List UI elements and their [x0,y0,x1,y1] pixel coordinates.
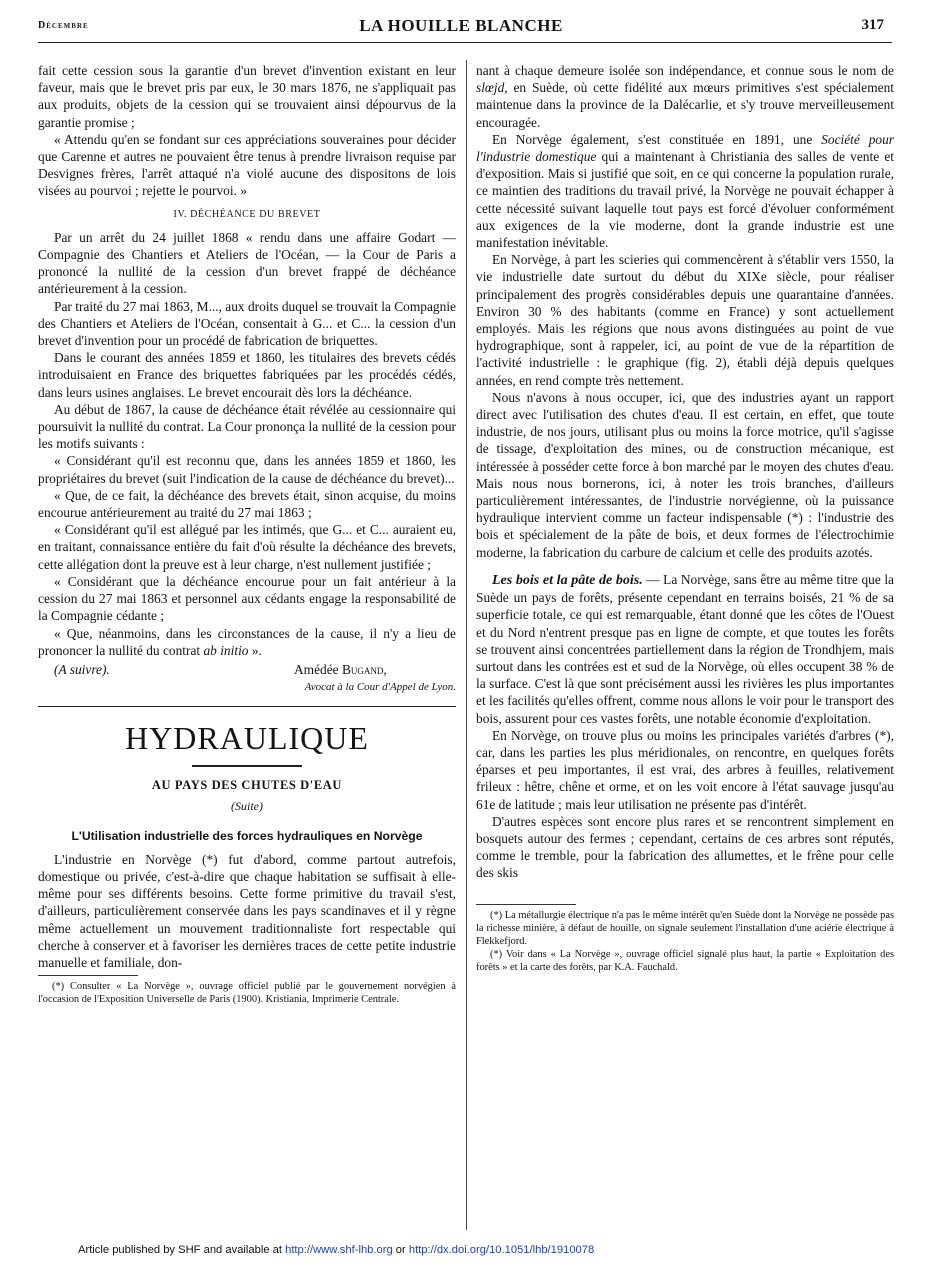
text-run: ». [248,642,262,658]
notice-middle: or [392,1244,409,1256]
text-run: « Que, néanmoins, dans les circonstances de la cause, il n'y a lieu de prononcer la nullité du contrat [38,625,456,658]
paragraph: En Norvège, on trouve plus ou moins les principales variétés d'arbres (*), car, dans les parties les plus méridionales, on rencontre, en quelques forêts éparses et peu importantes, il est vrai, des arbres à feuilles, relativement frileux : hêtre, chêne et orme, et on les voit encore à l'état sauvage jusqu'au 61e de latitude ; mais leur utilisation ne présente pas d'intérêt. [476,727,894,812]
footnote-rule [476,904,576,905]
paragraph: « Considérant que la déchéance encourue pour un fait antérieur à la cession du 27 mai 1863 et personnel aux cédants engage la responsabilité de la Compagnie cédante ; [38,573,456,624]
shf-link[interactable]: http://www.shf-lhb.org [285,1244,393,1256]
article-section-title: L'Utilisation industrielle des forces hydrauliques en Norvège [71,828,423,843]
footnote: (*) Consulter « La Norvège », ouvrage officiel publié par le gouvernement norvégien à l'occasion de l'Exposition Universelle de Paris (1900). Kristiania, Imprimerie Centrale. [38,981,456,1006]
footnote: (*) La métallurgie électrique n'a pas le même intérêt qu'en Suède dont la Norvège ne possède pas la richesse minière, à défaut de houille, on signale seulement l'installation d'une aciérie électrique à Flekkefjord. [476,909,894,947]
paragraph: « Considérant qu'il est allégué par les intimés, que G... et C... auraient eu, en traitant, connaissance entière du fait d'où résulte la déchéance des brevets, cette allégation dont la preuve est à leur charge, n'est nullement justifiée ; [38,522,456,572]
article-title: AU PAYS DES CHUTES D'EAU [151,778,343,793]
text-run: — La Norvège, sans être au même titre que la Suède un pays de forêts, présente cependant en terrains boisés, 21 % de sa superficie totale, ce qui est remarquable, étant donné que les côtes de l'Ouest et du Nord n'entrent presque pas en ligne de compte, et que toutes les forêts se trouvent ainsi concentrées partiellement dans la région de Trondhjem, mais surtout dans les contrées est et sud de la Norvège, où elles occupent 38 % de la surface. C'est là que sont précisément aussi les rivières les plus importantes et les facilités qu'elles offrent, comme nous allons le voir pour le transport des bois, assurent pour ces vastes forêts, une notable économie d'exploitation. [476,571,894,726]
paragraph: « Que, de ce fait, la déchéance des brevets était, sinon acquise, du moins encourue antérieurement au traité du 27 mai 1863 ; [38,487,456,521]
paragraph: L'industrie en Norvège (*) fut d'abord, comme partout autrefois, domestique ou privée, c'est-à-dire que chaque habitation se suffisait à elle-même pour ses différents besoins. Cette forme primitive du travail s'est, d'ailleurs, particulièrement conservée dans les pays scandinaves et il y règne même actuellement un mouvement traditionnaliste fort respectable qui cherche à conserver et à favoriser les dernières traces de cette petite industrie manuelle et familiale, don- [38,851,456,970]
italic-phrase: ab initio [203,642,249,658]
paragraph: Nous n'avons à nous occuper, ici, que des industries ayant un rapport direct avec l'utilisation des chutes d'eau. Il est certain, en effet, que toute industrie, de nos jours, utilisant plus ou moins la force motrice, qu'il s'agisse de tissage, d'exploitation des mines, ou de construction mécanique, est intéressée à posséder cette force à bon marché par le moyen des chutes d'eau. Mais nous nous bornerons, ici, à noter les trois branches, d'ailleurs particulièrement intéressantes, de l'industrie norvégienne, où la puissance hydraulique intervient comme un facteur indispensable (*) : l'industrie des bois et spécialement de la pâte de bois, et deux formes de l'électrochimie moderne, la fabrication du carbure de calcium et celle des produits azotés. [476,389,894,560]
author-first-name: Amédée [294,661,342,677]
paragraph: D'autres espèces sont encore plus rares et se rencontrent simplement en bosquets autour des fermes ; cependant, certains de ces arbres sont réputés, comme le tremble, pour la fabrication des allumettes, et le frêne pour celle des skis [476,813,894,881]
doi-link[interactable]: http://dx.doi.org/10.1051/lhb/1910078 [408,1244,595,1256]
right-column [476,62,894,975]
author-name [294,661,387,678]
italic-term: Société pour l'industrie domestique [476,131,894,165]
text-run: , en Suède, où cette fidélité aux mœurs primitives s'est spécialement maintenue dans la province de la Dalécarlie, et s'y trouve merveilleusement encouragée. [476,80,894,130]
text-run: En Norvège également, s'est constituée en 1891, une [492,131,822,147]
to-be-continued: (A suivre). [54,661,110,677]
notice-prefix: Article published by SHF and available at [78,1244,286,1256]
title-underline [192,765,302,767]
paragraph [38,625,456,659]
publication-notice [78,1244,594,1256]
text-run: qui a maintenant à Christiania des salles de vente et d'exposition. Mais si justifié que soit, en ce qui concerne la population rurale, ce maintien des traditions du travail privé, la Norvège ne pouvait échapper à cette nécessité suivant laquelle tout pays est forcé d'évoluer conformément aux exigences de la vie moderne, dont la grande industrie est une manifestation inévitable. [476,149,894,251]
paragraph: Par un arrêt du 24 juillet 1868 « rendu dans une affaire Godart — Compagnie des Chantiers et Ateliers de l'Océan, — la Cour de Paris a prononcé la nullité de la cession d'un brevet frappé de déchéance antérieurement à la cession. [38,229,456,297]
footnote: (*) Voir dans « La Norvège », ouvrage officiel signalé plus haut, la partie « Exploitation des forêts » et la carte des forêts, par K.A. Fauchald. [476,949,894,974]
header-month: Décembre [38,20,89,31]
paragraph [476,62,894,131]
paragraph: « Considérant qu'il est reconnu que, dans les années 1859 et 1860, les propriétaires du brevet (suit l'indication de la cause de déchéance du brevet)... [38,453,456,486]
paragraph: fait cette cession sous la garantie d'un brevet d'invention existant en leur faveur, mais que le brevet pris par eux, le 30 mars 1876, ne s'appliquait pas aux produits, objets de la cession qui se trouvaient ainsi dépourvus de la garantie promise ; [38,63,456,130]
left-column [38,62,456,1007]
text-run: nant à chaque demeure isolée son indépendance, et connue sous le nom de [476,63,894,78]
paragraph [476,571,894,727]
run-in-heading: Les bois et la pâte de bois. [492,572,643,588]
section-divider [38,706,456,707]
author-title: Avocat à la Cour d'Appel de Lyon. [304,680,456,693]
paragraph: Dans le courant des années 1859 et 1860, les titulaires des brevets cédés introduisaient en France des briquettes fabriquées par les procédés cédés, dans leurs usines anglaises. Le brevet encourait dès lors la déchéance. [38,350,456,400]
article-continued-label: (Suite) [231,799,263,814]
page-header [38,16,884,40]
article-category-title: HYDRAULIQUE [125,720,369,757]
paragraph: Au début de 1867, la cause de déchéance était révélée au cessionnaire qui poursuivit la nullité du contrat. La Cour prononça la nullité de la cession pour les motifs suivants : [38,401,456,452]
italic-term: slœjd [476,80,505,96]
paragraph: Par traité du 27 mai 1863, M..., aux droits duquel se trouvait la Compagnie des Chantiers et Ateliers de l'Océan, consentait à G... et C... la cession d'un brevet d'invention pour un procédé de fabrication de briquettes. [38,298,456,349]
header-rule [38,42,892,43]
paragraph [476,131,894,251]
paragraph: « Attendu qu'en se fondant sur ces appréciations souveraines pour décider que Carenne et autres ne pouvaient être tenus à prendre livraison requise par Desvignes frères, l'arrêt attaqué n'a violé aucune des dispositons de lois visées au pourvoi ; rejette le pourvoi. » [38,131,456,199]
journal-title: LA HOUILLE BLANCHE [359,16,563,35]
author-last-name: Bugand, [341,661,387,677]
section-heading: IV. DÉCHÉANCE DU BREVET [173,208,321,220]
signature-row [38,661,456,679]
paragraph: En Norvège, à part les scieries qui commencèrent à s'établir vers 1550, la vie industrielle date surtout du début du XIXe siècle, pour réaliser principalement des progrès considérables depuis une quarantaine d'années. Environ 30 % des habitants (comme en France) y sont actuellement employés. Mais les régions que nous avons distinguées au point de vue hydrographique, sont à rappeler, ici, au point de vue de la répartition de l'activité industrielle : le graphique (fig. 2), établi déjà depuis quelques années, en rend compte très nettement. [476,252,894,388]
footnote-rule [38,975,138,976]
column-divider [466,60,467,1230]
page-number: 317 [861,17,884,33]
